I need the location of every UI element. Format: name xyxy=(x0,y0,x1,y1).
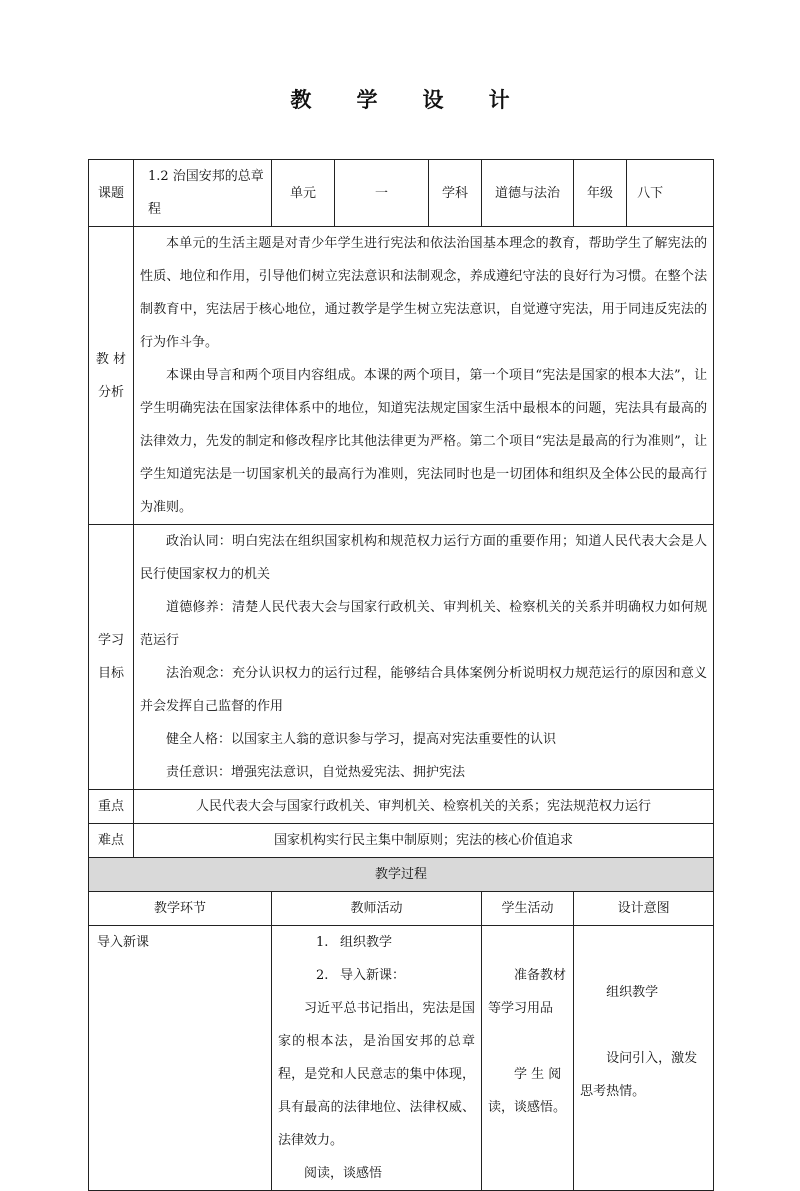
teacher-paragraph: 习近平总书记指出，宪法是国家的根本法，是治国安邦的总章程，是党和人民意志的集中体现，具有最高的法律地位、法律权威、法律效力。 xyxy=(278,1001,476,1148)
goal-item: 政治认同：明白宪法在组织国家机构和规范权力运行方面的重要作用；知道人民代表大会是人民行使国家权力的机关 xyxy=(140,534,708,582)
header-row xyxy=(89,160,714,227)
topic-value: 1.2 治国安邦的总章程 xyxy=(134,160,272,227)
analysis-label: 教 材 分析 xyxy=(89,227,134,525)
process-heading: 教学过程 xyxy=(89,858,714,892)
teacher-last: 阅读，谈感悟 xyxy=(304,1166,383,1181)
goals-content xyxy=(134,525,714,790)
process-heading-row xyxy=(89,858,714,892)
unit-value: 一 xyxy=(335,160,429,227)
design-intent xyxy=(574,926,714,1191)
student-text-1: 准备教材等学习用品 xyxy=(488,968,567,1016)
teacher-item: 2. 导入新课： xyxy=(316,968,406,983)
key-point-label: 重点 xyxy=(89,790,134,824)
teacher-item: 1. 组织教学 xyxy=(316,935,393,950)
column-intent: 设计意图 xyxy=(574,892,714,926)
key-point-value: 人民代表大会与国家行政机关、审判机关、检察机关的关系；宪法规范权力运行 xyxy=(134,790,714,824)
column-teacher: 教师活动 xyxy=(272,892,482,926)
intro-row xyxy=(89,926,714,1191)
grade-value: 八下 xyxy=(627,160,714,227)
analysis-paragraph: 本单元的生活主题是对青少年学生进行宪法和依法治国基本理念的教育，帮助学生了解宪法的性质、地位和作用，引导他们树立宪法意识和法制观念，养成遵纪守法的良好行为习惯。在整个法制教育中，宪法居于核心地位，通过教学是学生树立宪法意识，自觉遵守宪法，用于同违反宪法的行为作斗争。 xyxy=(140,236,708,350)
student-text-2: 学 生 阅 读，谈感悟。 xyxy=(488,1067,567,1115)
topic-label: 课题 xyxy=(89,160,134,227)
column-student: 学生活动 xyxy=(482,892,574,926)
column-stage: 教学环节 xyxy=(89,892,272,926)
goal-item: 法治观念：充分认识权力的运行过程，能够结合具体案例分析说明权力规范运行的原因和意义并会发挥自己监督的作用 xyxy=(140,666,708,714)
goal-item: 责任意识：增强宪法意识，自觉热爱宪法、拥护宪法 xyxy=(166,765,466,780)
key-point-row xyxy=(89,790,714,824)
grade-label: 年级 xyxy=(574,160,627,227)
lesson-plan-table xyxy=(88,159,714,1191)
analysis-paragraph: 本课由导言和两个项目内容组成。本课的两个项目，第一个项目“宪法是国家的根本大法”，让学生明确宪法在国家法律体系中的地位，知道宪法规定国家生活中最根本的问题，宪法具有最高的法律效力，先发的制定和修改程序比其他法律更为严格。第二个项目“宪法是最高的行为准则”，让学生知道宪法是一切国家机关的最高行为准则，宪法同时也是一切团体和组织及全体公民的最高行为准则。 xyxy=(140,368,708,515)
page-title: 教 学 设 计 xyxy=(290,88,529,112)
goal-item: 健全人格：以国家主人翁的意识参与学习，提高对宪法重要性的认识 xyxy=(166,732,557,747)
subject-label: 学科 xyxy=(429,160,482,227)
difficulty-value: 国家机构实行民主集中制原则；宪法的核心价值追求 xyxy=(134,824,714,858)
analysis-content xyxy=(134,227,714,525)
subject-value: 道德与法治 xyxy=(482,160,574,227)
stage-intro: 导入新课 xyxy=(89,926,272,1191)
goal-item: 道德修养：清楚人民代表大会与国家行政机关、审判机关、检察机关的关系并明确权力如何规范运行 xyxy=(140,600,708,648)
intent-text-2: 设问引入，激发思考热情。 xyxy=(580,1051,698,1099)
process-column-headers xyxy=(89,892,714,926)
goals-row xyxy=(89,525,714,790)
analysis-row xyxy=(89,227,714,525)
difficulty-row xyxy=(89,824,714,858)
intent-text-1: 组织教学 xyxy=(606,985,659,1000)
goals-label: 学习 目标 xyxy=(89,525,134,790)
student-activity xyxy=(482,926,574,1191)
teacher-activity xyxy=(272,926,482,1191)
difficulty-label: 难点 xyxy=(89,824,134,858)
unit-label: 单元 xyxy=(272,160,335,227)
